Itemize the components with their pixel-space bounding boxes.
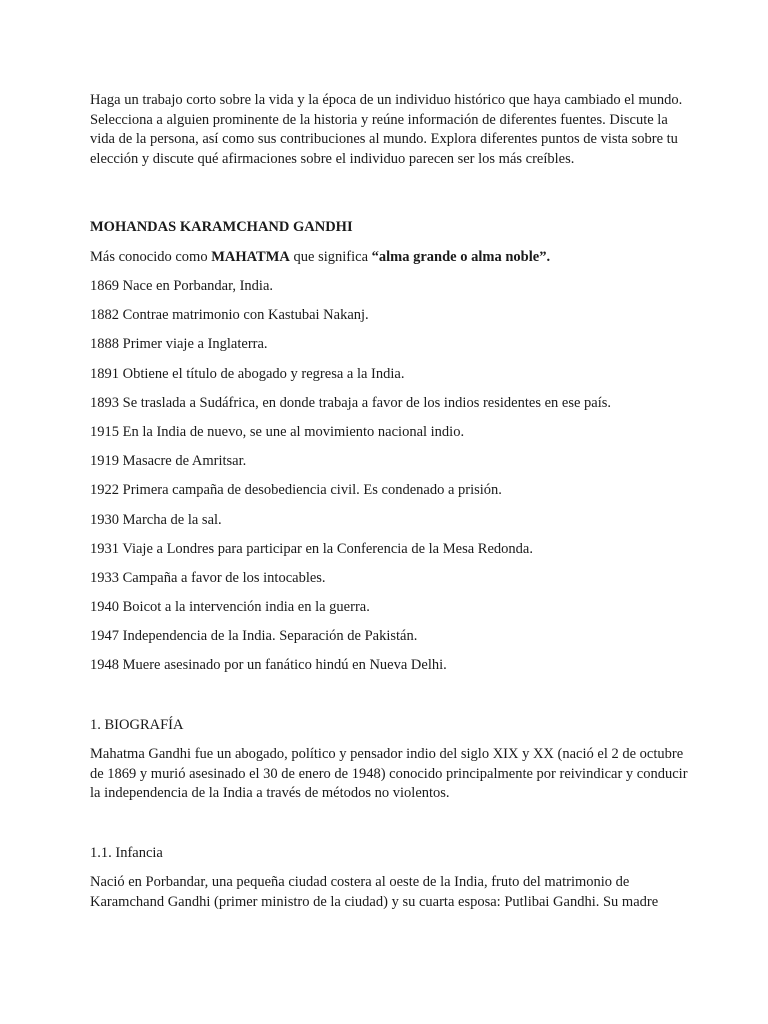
timeline-item: 1915 En la India de nuevo, se une al movimiento nacional indio. <box>90 423 465 440</box>
timeline-item: 1888 Primer viaje a Inglaterra. <box>90 336 268 353</box>
known-as-line <box>90 248 690 268</box>
timeline-item: 1882 Contrae matrimonio con Kastubai Nakanj. <box>90 307 369 324</box>
timeline-item: 1869 Nace en Porbandar, India. <box>90 278 274 294</box>
timeline-item: 1922 Primera campaña de desobediencia civil. Es condenado a prisión. <box>90 482 502 499</box>
timeline-item: 1891 Obtiene el título de abogado y regresa a la India. <box>90 365 405 382</box>
timeline-item: 1919 Masacre de Amritsar. <box>90 453 247 470</box>
document-page <box>90 91 690 912</box>
timeline-item: 1931 Viaje a Londres para participar en la Conferencia de la Mesa Redonda. <box>90 540 533 557</box>
biografia-paragraph: Mahatma Gandhi fue un abogado, político y pensador indio del siglo XIX y XX (nació el 2 de octubre de 1869 y murió asesinado el 30 de enero de 1948) conocido principalmente por reivindicar y conducir la independencia de la India a través de métodos no violentos. <box>90 746 688 802</box>
section-title-biografia: 1. BIOGRAFÍA <box>90 716 184 733</box>
timeline-list <box>90 277 690 676</box>
known-as-name: MAHATMA <box>211 248 290 265</box>
timeline-item: 1930 Marcha de la sal. <box>90 511 222 528</box>
document-heading: MOHANDAS KARAMCHAND GANDHI <box>90 219 353 235</box>
timeline-item: 1893 Se traslada a Sudáfrica, en donde trabaja a favor de los indios residentes en ese país. <box>90 394 612 411</box>
assignment-intro: Haga un trabajo corto sobre la vida y la época de un individuo histórico que haya cambiado el mundo. Selecciona a alguien prominente de la historia y reúne información de diferentes fuentes. Discute la vida de la persona, así como sus contribuciones al mundo. Explora diferentes puntos de vista sobre tu elección y discute qué afirmaciones sobre el individuo parecen ser los más creíbles. <box>90 92 683 167</box>
infancia-paragraph: Nació en Porbandar, una pequeña ciudad costera al oeste de la India, fruto del matrimonio de Karamchand Gandhi (primer ministro de la ciudad) y su cuarta esposa: Putlibai Gandhi. Su madre <box>90 874 659 910</box>
timeline-item: 1933 Campaña a favor de los intocables. <box>90 569 326 586</box>
timeline-item: 1940 Boicot a la intervención india en la guerra. <box>90 599 370 616</box>
known-as-meaning: “alma grande o alma noble”. <box>371 248 551 265</box>
timeline-item: 1948 Muere asesinado por un fanático hindú en Nueva Delhi. <box>90 657 447 674</box>
known-as-middle: que significa <box>289 248 372 265</box>
known-as-prefix: Más conocido como <box>90 248 212 265</box>
timeline-item: 1947 Independencia de la India. Separación de Pakistán. <box>90 628 418 645</box>
section-title-infancia: 1.1. Infancia <box>90 844 163 861</box>
